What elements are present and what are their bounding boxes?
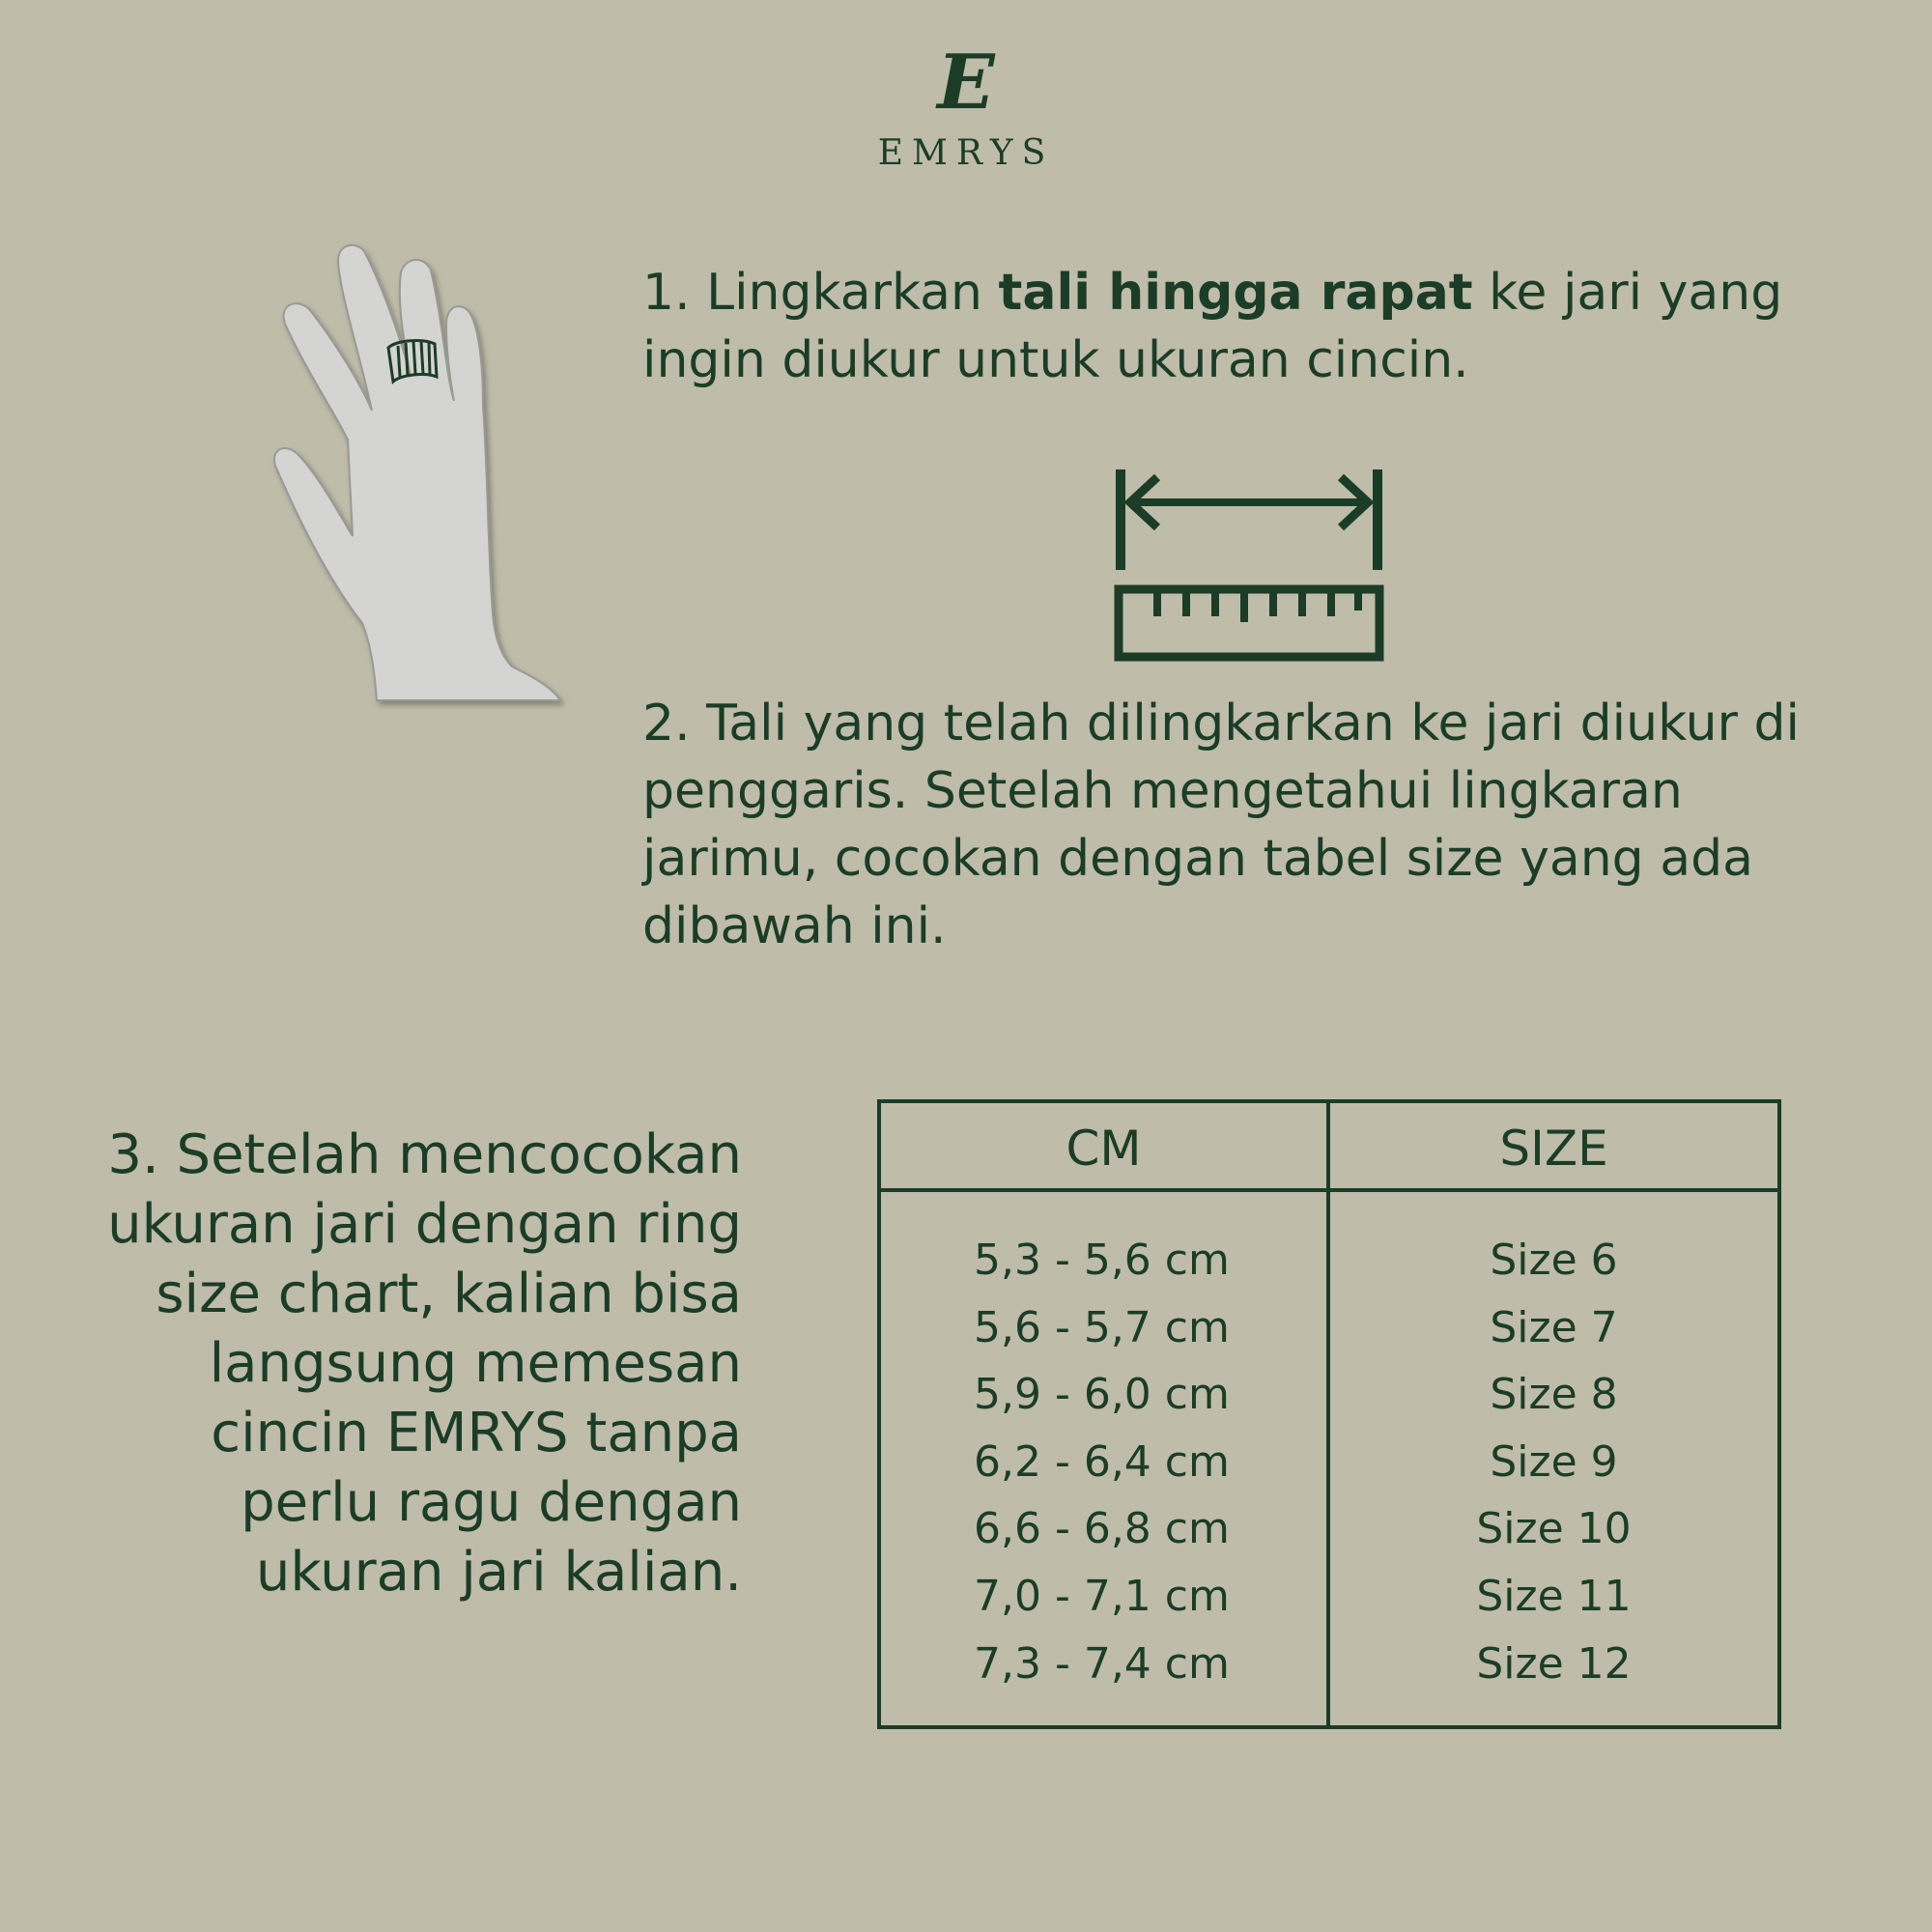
ring-size-table <box>877 1099 1781 1729</box>
cm-cell: 5,3 - 5,6 cm <box>974 1236 1230 1285</box>
table-row <box>881 1631 1777 1698</box>
header-divider <box>881 1188 1777 1192</box>
emrys-logo-icon <box>927 39 1005 126</box>
hand-shape <box>274 245 560 700</box>
table-row <box>881 1495 1777 1563</box>
cm-cell: 6,6 - 6,8 cm <box>974 1504 1230 1554</box>
step-2-text: 2. Tali yang telah dilingkarkan ke jari diukur di penggaris. Setelah mengetahui lingkaran jarimu, cocokan dengan tabel size yang ada dibawah ini. <box>642 695 1800 955</box>
table-row <box>881 1227 1777 1294</box>
table-body <box>881 1227 1777 1697</box>
size-cell: Size 6 <box>1490 1236 1618 1285</box>
cm-cell: 7,0 - 7,1 cm <box>974 1571 1230 1621</box>
table-row <box>881 1563 1777 1631</box>
table-header-size: SIZE <box>1499 1121 1608 1177</box>
logo-monogram: E <box>937 39 995 126</box>
cm-cell: 5,6 - 5,7 cm <box>974 1302 1230 1352</box>
step-1-prefix: 1. Lingkarkan <box>642 264 999 322</box>
size-cell: Size 7 <box>1490 1302 1618 1352</box>
table-row <box>881 1429 1777 1496</box>
step-1-text <box>642 259 1898 394</box>
cm-cell: 7,3 - 7,4 cm <box>974 1638 1230 1689</box>
table-row <box>881 1361 1777 1429</box>
size-cell: Size 12 <box>1476 1638 1632 1689</box>
size-cell: Size 9 <box>1490 1436 1618 1487</box>
size-cell: Size 10 <box>1476 1504 1632 1554</box>
table-header-cm: CM <box>1065 1121 1142 1177</box>
hand-with-ring-icon <box>193 232 580 715</box>
size-cell: Size 8 <box>1490 1370 1618 1420</box>
step-1-bold: tali hingga rapat <box>998 264 1473 322</box>
cm-cell: 6,2 - 6,4 cm <box>974 1436 1230 1487</box>
step-3-text: 3. Setelah mencocokan ukuran jari dengan ring size chart, kalian bisa langsung memesan cincin EMRYS tanpa perlu ragu dengan ukuran jari kalian. <box>107 1123 742 1604</box>
size-cell: Size 11 <box>1476 1571 1632 1621</box>
cm-cell: 5,9 - 6,0 cm <box>974 1370 1230 1420</box>
brand-name: EMRYS <box>877 133 1055 173</box>
step-1-suffix: ke jari yang ingin diukur untuk ukuran cincin. <box>642 264 1783 389</box>
ruler-measure-icon <box>1109 464 1389 667</box>
table-row <box>881 1294 1777 1362</box>
